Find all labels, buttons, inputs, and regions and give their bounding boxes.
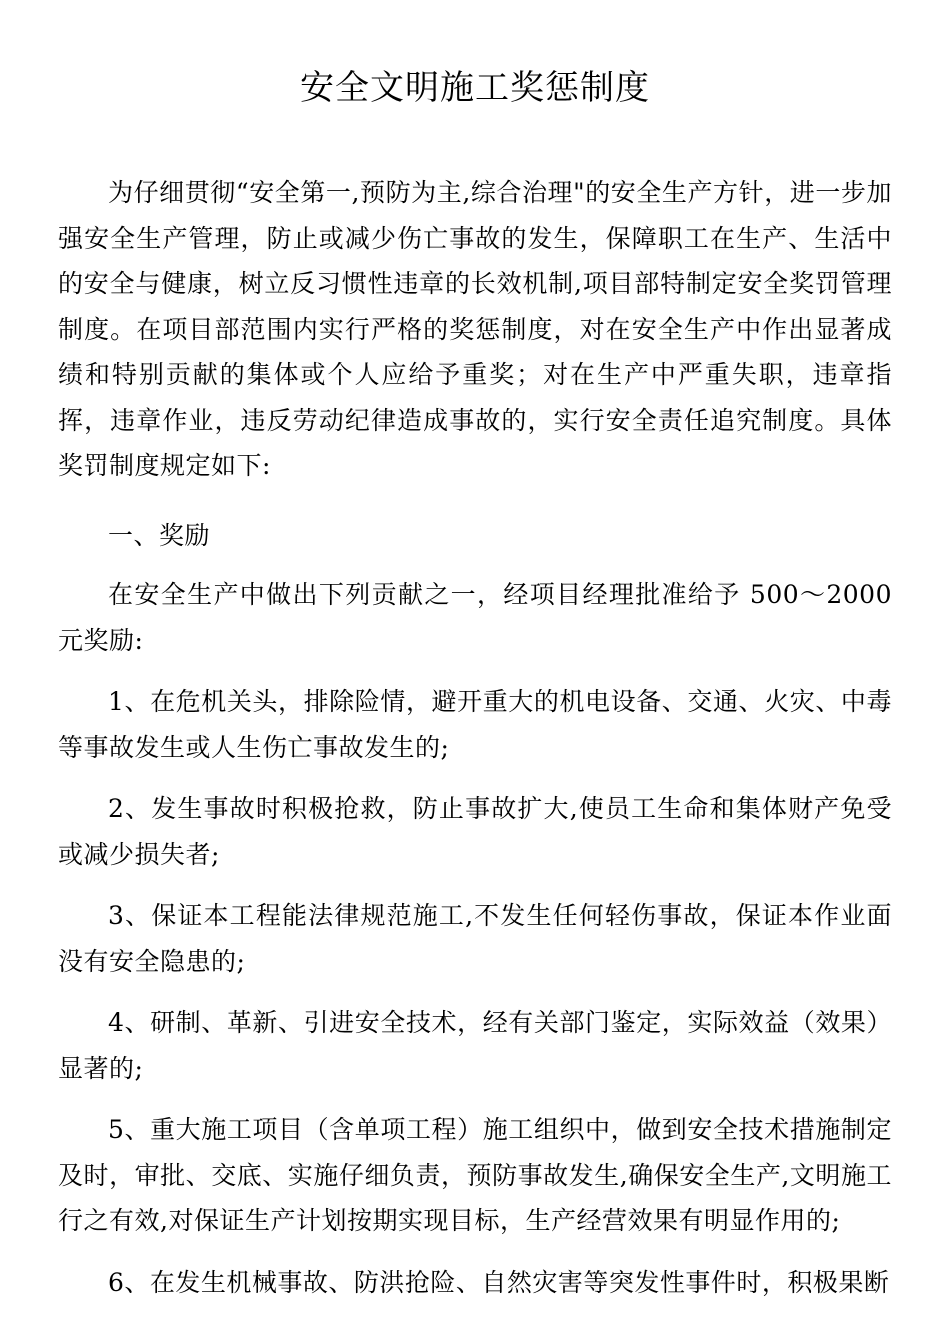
reward-item-5: 5、重大施工项目（含单项工程）施工组织中，做到安全技术措施制定及时，审批、交底、实施仔细负责，预防事故发生,确保安全生产,文明施工行之有效,对保证生产计划按期实现目标，生产经营效果有明显作用的; [58,1115,892,1235]
intro-paragraph: 为仔细贯彻“安全第一,预防为主,综合治理"的安全生产方针，进一步加强安全生产管理，防止或减少伤亡事故的发生，保障职工在生产、生活中的安全与健康，树立反习惯性违章的长效机制,项目部特制定安全奖罚管理制度。在项目部范围内实行严格的奖惩制度，对在安全生产中作出显著成绩和特别贡献的集体或个人应给予重奖；对在生产中严重失职，违章指挥，违章作业，违反劳动纪律造成事故的，实行安全责任追究制度。具体奖罚制度规定如下: [58,178,892,480]
document-title: 安全文明施工奖惩制度 [300,68,650,108]
document-body [58,170,892,1305]
reward-item-1: 1、在危机关头，排除险情，避开重大的机电设备、交通、火灾、中毒等事故发生或人生伤亡事故发生的; [58,687,892,762]
reward-item-6: 6、在发生机械事故、防洪抢险、自然灾害等突发性事件时，积极果断 [108,1267,890,1297]
section-heading-rewards: 一、奖励 [108,520,211,550]
rewards-intro-paragraph: 在安全生产中做出下列贡献之一，经项目经理批准给予 500～2000 元奖励: [58,580,892,655]
reward-item-3: 3、保证本工程能法律规范施工,不发生任何轻伤事故，保证本作业面没有安全隐患的; [58,901,892,976]
reward-item-4: 4、研制、革新、引进安全技术，经有关部门鉴定，实际效益（效果）显著的; [58,1008,892,1083]
reward-item-2: 2、发生事故时积极抢救，防止事故扩大,使员工生命和集体财产免受或减少损失者; [58,794,892,869]
